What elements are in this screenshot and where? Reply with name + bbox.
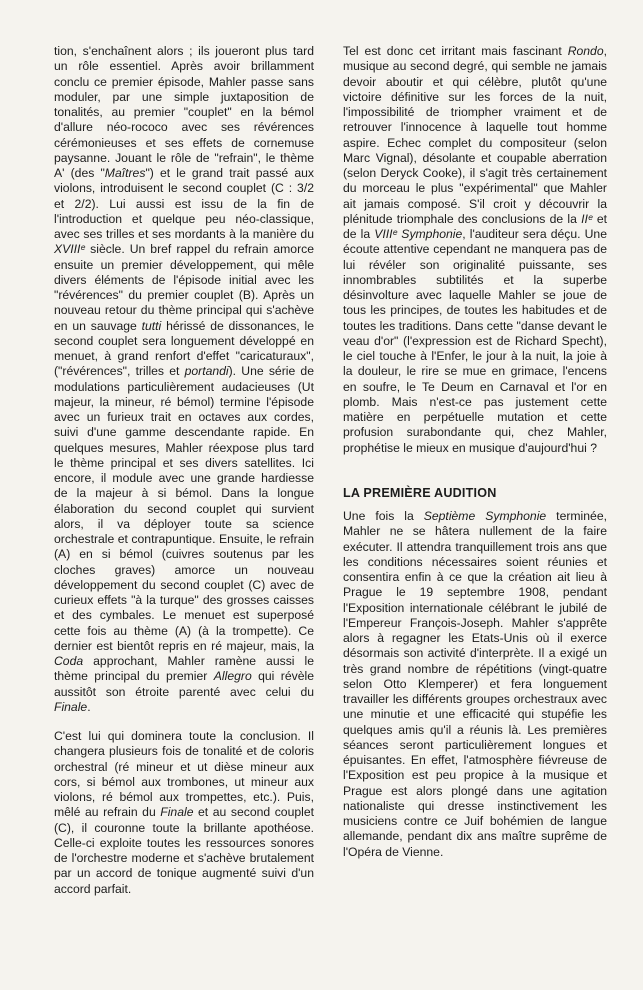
paragraph: tion, s'enchaînent alors ; ils joueront plus tard un rôle essentiel. Après avoir brillamment conclu ce premier épisode, Mahler passe sans moduler, par une simple juxtaposition de tonalités, au premier "couplet" en la bémol d'allure néo-rococo avec ses révérences cérémonieuses et ses effets de cornemuse paysanne. Jouant le rôle de "refrain", le thème A' (des "Maîtres") et le grand trait passé aux violons, introduisent le second couplet (C : 3/2 et 2/2). Lui aussi est issu de la fin de l'introduction et quelque peu néo-classique, avec ses trilles et ses mordants à la manière du XVIIIᵉ siècle. Un bref rappel du refrain amorce ensuite un premier développement, qui mêle divers éléments de l'épisode initial avec les "révérences" du premier couplet (B). Après un nouveau retour du thème principal qui s'achève en un sauvage tutti hérissé de dissonances, le second couplet sera longuement développé en menuet, à grand renfort d'effet "caricaturaux", ("révérences", trilles et portandi). Une série de modulations particulièrement audacieuses (Ut majeur, la mineur, ré bémol) termine l'épisode avec un furieux trait en octaves aux cordes, suivi d'une gamme descendante rapide. En quelques mesures, Mahler réexpose plus tard le thème principal et ses divers satellites. Ici encore, il module avec une grande hardiesse de la majeur à si bémol. Dans la longue élaboration du second couplet qui survient alors, il va déployer toute sa science orchestrale et contrapuntique. Ensuite, le refrain (A) en si bémol (cuivres soutenus par les cloches graves) amorce un nouveau développement du second couplet (C) avec de curieux effets "à la turque" des grosses caisses et des cymbales. Le menuet est superposé cette fois au thème (A) (à la trompette). Ce dernier est bientôt repris en ré majeur, mais, la Coda approchant, Mahler ramène aussi le thème principal du premier Allegro qui révèle aussitôt son étroite parenté avec celui du Finale. [54,44,315,714]
italic-text: tutti [141,318,162,333]
paragraph: Une fois la Septième Symphonie terminée, Mahler ne se hâtera nullement de la faire exécuter. Il attendra tranquillement trois ans que les conditions nécessaires soient réunies et consentira enfin à ce que la création ait lieu à Prague le 19 septembre 1908, pendant l'Exposition internationale célébrant le jubilé de l'Empereur François-Joseph. Mahler s'apprête alors à regagner les Etats-Unis où il exerce désormais son activité d'interprète. Il a exigé un très grand nombre de répétitions (vingt-quatre selon Otto Klemperer) et fera longuement travailler les différents groupes orchestraux avec une minutie et une efficacité qui stupéfie les quelques amis qu'il a réunis là. Les premières séances seront particulièrement longues et épuisantes. En effet, l'atmosphère fiévreuse de l'Exposition est peu propice à la musique et Prague est alors plongé dans une agitation nationaliste qui dresse instinctivement les musiciens contre ce Juif bohémien de langue allemande, pendant dix ans maître suprême de l'Opéra de Vienne. [343,509,607,859]
italic-text: portandi [184,364,229,379]
paragraph: Tel est donc cet irritant mais fascinant Rondo, musique au second degré, qui semble ne jamais devoir aboutir et qui célèbre, plutôt qu'une victoire définitive sur les forces de la nuit, l'impossibilité de triompher vraiment et de retrouver l'innocence à laquelle tout homme aspire. Echec complet du compositeur (selon Marc Vignal), désolante et coupable aberration (selon Deryck Cooke), il s'agit très certainement du morceau le plus "expérimental" que Mahler ait jamais composé. S'il croit y découvrir la plénitude triomphale des conclusions de la IIᵉ et de la VIIIᵉ Symphonie, l'auditeur sera déçu. Une écoute attentive cependant ne manquera pas de lui révéler son originalité puissante, ses innombrables subtilités et la superbe désinvolture avec laquelle Mahler se joue de tous les principes, de toutes les habitudes et de toutes les traditions. Dans cette "danse devant le veau d'or" (l'expression est de Richard Specht), le ciel touche à l'Enfer, le jour à la nuit, la joie à la douleur, le rire se mue en grimace, l'encens en soufre, le Te Deum en Carnaval et l'or en plomb. Mais n'est-ce pas justement cette matière en perpétuelle mutation et cette profusion surabondante qui, chez Mahler, prophétise le mieux en musique d'aujourd'hui ? [343,44,607,455]
italic-text: Septième Symphonie [423,509,547,523]
italic-text: Allegro [213,669,252,684]
left-column [54,44,314,897]
italic-text: Finale [160,805,194,820]
italic-text: IIᵉ [581,211,593,226]
right-column [343,44,607,860]
italic-text: Finale [54,699,88,714]
paragraph: C'est lui qui dominera toute la conclusion. Il changera plusieurs fois de tonalité et de coloris orchestral (ré mineur et ut dièse mineur aux cors, si bémol aux trombones, ut mineur aux violons, ré bémol aux trompettes, etc.). Puis, mêlé au refrain du Finale et au second couplet (C), il couronne toute la brillante apothéose. Celle-ci exploite toutes les ressources sonores de l'orchestre moderne et s'achève brutalement par un accord de tonique augmenté suivi d'un accord parfait. [54,729,314,896]
italic-text: XVIIIᵉ [54,242,86,257]
italic-text: VIIIᵉ Symphonie [374,227,463,241]
italic-text: Coda [54,654,84,668]
section-heading: LA PREMIÈRE AUDITION [343,485,497,500]
italic-text: Rondo [567,44,604,58]
italic-text: Maîtres [104,166,146,180]
